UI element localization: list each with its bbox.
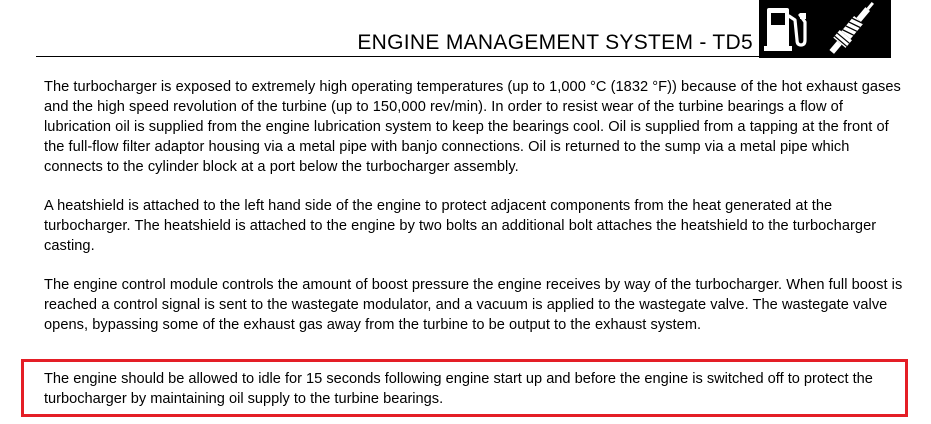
fuel-pump-icon xyxy=(764,8,806,51)
header-divider xyxy=(36,56,759,57)
warning-highlight-box xyxy=(21,359,908,417)
glow-plug-icon xyxy=(826,0,879,57)
section-icon-box xyxy=(759,0,891,58)
page-header xyxy=(0,0,931,60)
warning-text: The engine should be allowed to idle for 15 seconds following engine start up and before the engine is switched off to protect the turbocharger by maintaining oil supply to the turbine bearings. xyxy=(44,371,873,407)
paragraph-heatshield: A heatshield is attached to the left hand side of the engine to protect adjacent components from the heat generated at the turbocharger. The heatshield is attached to the engine by two bolts an additional bolt attaches the heatshield to the turbocharger casting. xyxy=(44,198,877,254)
paragraph-boost-control: The engine control module controls the amount of boost pressure the engine receives by way of the turbocharger. When full boost is reached a control signal is sent to the wastegate modulator, and a vacuum is applied to the wastegate valve. The wastegate valve opens, bypassing some of the exhaust gas away from the turbine to be output to the exhaust system. xyxy=(44,277,903,333)
page-title: ENGINE MANAGEMENT SYSTEM - TD5 xyxy=(357,31,753,54)
paragraph-turbo-lubrication: The turbocharger is exposed to extremely high operating temperatures (up to 1,000 °C (1832 °F)) because of the hot exhaust gases and the high speed revolution of the turbine (up to 150,000 rev/min). In order to resist wear of the turbine bearings a flow of lubrication oil is supplied from the engine lubrication system to keep the bearings cool. Oil is supplied from a tapping at the front of the full-flow filter adaptor housing via a metal pipe with banjo connections. Oil is returned to the sump via a metal pipe which connects to the cylinder block at a port below the turbocharger assembly. xyxy=(44,79,901,175)
section-icons-graphic xyxy=(759,0,891,58)
manual-body xyxy=(44,77,904,354)
